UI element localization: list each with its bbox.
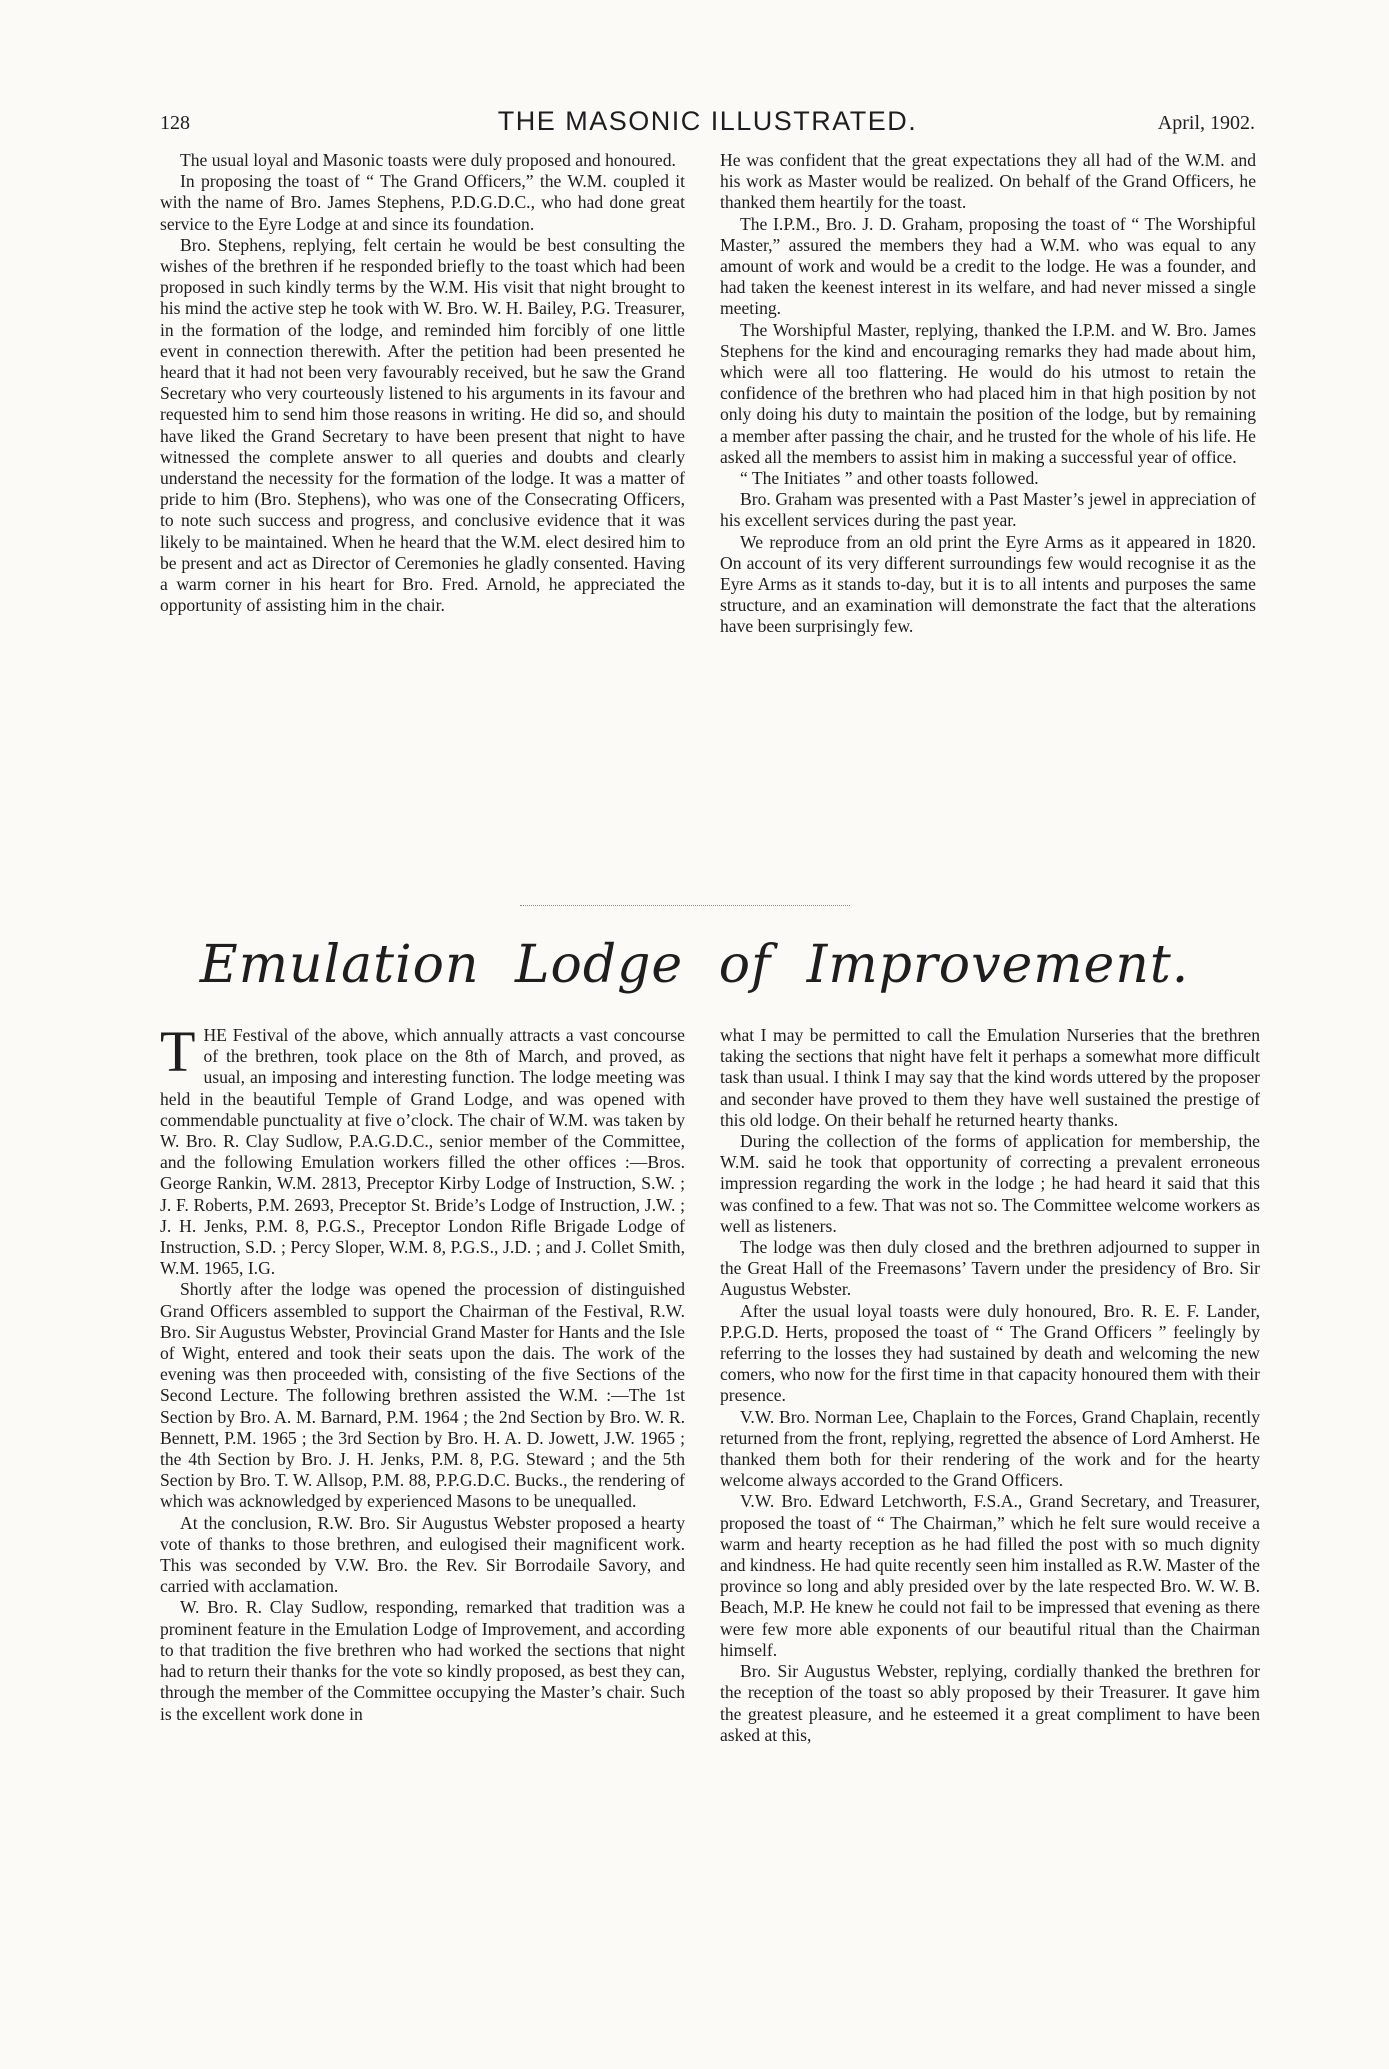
paragraph: After the usual loyal toasts were duly honoured, Bro. R. E. F. Lander, P.P.G.D. Herts, proposed the toast of “ The Grand Officers ” feelingly by referring to the losses they had sustained by death and welcoming the new comers, who now for the first time in that capacity honoured them with their presence. bbox=[720, 1300, 1260, 1406]
article-title: Emulation Lodge of Improvement. bbox=[199, 935, 1190, 995]
section-divider bbox=[520, 905, 850, 906]
article-left-column bbox=[160, 1019, 685, 1725]
page-number: 128 bbox=[160, 112, 190, 134]
paragraph: V.W. Bro. Norman Lee, Chaplain to the Forces, Grand Chaplain, recently returned from the front, replying, regretted the absence of Lord Amherst. He thanked them both for their rendering of the work and for the hearty welcome always accorded to the Grand Officers. bbox=[720, 1406, 1260, 1491]
paragraph: what I may be permitted to call the Emulation Nurseries that the brethren taking the sections that night have felt it perhaps a somewhat more difficult task than usual. I think I may say that the kind words uttered by the proposer and seconder have proved to them they have well sustained the prestige of this old lodge. On their behalf he returned hearty thanks. bbox=[720, 1025, 1260, 1130]
paragraph: The I.P.M., Bro. J. D. Graham, proposing the toast of “ The Worshipful Master,” assured the members they had a W.M. who was equal to any amount of work and would be a credit to the lodge. He was a founder, and had taken the keenest interest in its welfare, and had never missed a single meeting. bbox=[720, 213, 1256, 319]
top-left-column bbox=[160, 150, 685, 616]
paragraph: Bro. Stephens, replying, felt certain he would be best consulting the wishes of the brethren if he responded briefly to the toast which had been proposed in such kindly terms by the W.M. His visit that night brought to his mind the active step he took with W. Bro. W. H. Bailey, P.G. Treasurer, in the formation of the lodge, and reminded him forcibly of one little event in connection therewith. After the petition had been presented he heard that it had not been very favourably received, but he saw the Grand Secretary who very courteously listened to his arguments in its favour and requested him to send him those reasons in writing. He did so, and should have liked the Grand Secretary to have been present that night to have witnessed the complete answer to all queries and doubts and clearly understand the necessity for the formation of the lodge. It was a matter of pride to him (Bro. Stephens), who was one of the Consecrating Officers, to note such success and progress, and conclusive evidence that it was likely to be maintained. When he heard that the W.M. elect desired him to be present and act as Director of Ceremonies he gladly consented. Having a warm corner in his heart for Bro. Fred. Arnold, he appreciated the opportunity of assisting him in the chair. bbox=[160, 234, 685, 616]
paragraph: During the collection of the forms of application for membership, the W.M. said he took that opportunity of correcting a prevalent erroneous impression regarding the work in the lodge ; he had heard it said that this was confined to a few. That was not so. The Committee welcome workers as well as listeners. bbox=[720, 1131, 1260, 1236]
lead-paragraph bbox=[160, 1019, 685, 1279]
paragraph: Shortly after the lodge was opened the procession of distinguished Grand Officers assembled to support the Chairman of the Festival, R.W. Bro. Sir Augustus Webster, Provincial Grand Master for Hants and the Isle of Wight, entered and took their seats upon the dais. The work of the evening was then proceeded with, consisting of the five Sections of the Second Lecture. The following brethren assisted the W.M. :—The 1st Section by Bro. A. M. Barnard, P.M. 1964 ; the 2nd Section by Bro. W. R. Bennett, P.M. 1965 ; the 3rd Section by Bro. H. A. D. Jowett, J.W. 1965 ; the 4th Section by Bro. J. H. Jenks, P.M. 8, P.G. Steward ; and the 5th Section by Bro. T. W. Allsop, P.M. 88, P.P.G.D.C. Bucks., the rendering of which was acknowledged by experienced Masons to be unequalled. bbox=[160, 1279, 685, 1512]
paragraph: We reproduce from an old print the Eyre Arms as it appeared in 1820. On account of its very different surroundings few would recognise it as the Eyre Arms as it stands to-day, but it is to all intents and purposes the same structure, and an examination will demonstrate the fact that the alterations have been surprisingly few. bbox=[720, 531, 1256, 637]
drop-cap: T bbox=[160, 1019, 196, 1084]
issue-date: April, 1902. bbox=[1157, 112, 1255, 134]
paragraph: At the conclusion, R.W. Bro. Sir Augustus Webster proposed a hearty vote of thanks to those brethren, and eulogised their magnificent work. This was seconded by V.W. Bro. the Rev. Sir Borrodaile Savory, and carried with acclamation. bbox=[160, 1512, 685, 1597]
page-header bbox=[160, 106, 1255, 142]
paragraph: Bro. Sir Augustus Webster, replying, cordially thanked the brethren for the reception of the toast so ably proposed by their Treasurer. It gave him the greatest pleasure, and he esteemed it a great compliment to have been asked at this, bbox=[720, 1661, 1260, 1745]
article-right-column bbox=[720, 1025, 1260, 1746]
paragraph: In proposing the toast of “ The Grand Officers,” the W.M. coupled it with the name of Bro. James Stephens, P.D.G.D.C., who had done great service to the Eyre Lodge at and since its foundation. bbox=[160, 171, 685, 234]
paragraph: The usual loyal and Masonic toasts were duly proposed and honoured. bbox=[180, 150, 676, 170]
lead-text: HE Festival of the above, which annually attracts a vast concourse of the brethren, took place on the 8th of March, and proved, as usual, an imposing and interesting function. The lodge meeting was held in the beautiful Temple of Grand Lodge, and was opened with commendable punctuality at five o’clock. The chair of W.M. was taken by W. Bro. R. Clay Sudlow, P.A.G.D.C., senior member of the Committee, and the following Emulation workers filled the other offices :—Bros. George Rankin, W.M. 2813, Preceptor Kirby Lodge of Instruction, S.W. ; J. F. Roberts, P.M. 2693, Preceptor St. Bride’s Lodge of Instruction, J.W. ; J. H. Jenks, P.M. 8, P.G.S., Preceptor London Rifle Brigade Lodge of Instruction, S.D. ; Percy Sloper, W.M. 8, P.G.S., J.D. ; and J. Collet Smith, W.M. 1965, I.G. bbox=[160, 1025, 685, 1279]
paragraph: The Worshipful Master, replying, thanked the I.P.M. and W. Bro. James Stephens for the kind and encouraging remarks they had made about him, which were all too flattering. He would do his utmost to retain the confidence of the brethren who had placed him in that high position by not only doing his duty to maintain the position of the lodge, but by remaining a member after passing the chair, and he trusted for the whole of his life. He asked all the members to assist him in making a successful year of office. bbox=[720, 319, 1256, 467]
paragraph: V.W. Bro. Edward Letchworth, F.S.A., Grand Secretary, and Treasurer, proposed the toast of “ The Chairman,” which he felt sure would receive a warm and hearty reception as he had filled the post with so much dignity and kindness. He had quite recently seen him installed as R.W. Master of the province so long and ably presided over by the late respected Bro. W. W. B. Beach, M.P. He knew he could not fail to be impressed that evening as there were few more able exponents of our beautiful ritual than the Chairman himself. bbox=[720, 1491, 1260, 1660]
paragraph: “ The Initiates ” and other toasts followed. bbox=[740, 468, 1039, 489]
paragraph: The lodge was then duly closed and the brethren adjourned to supper in the Great Hall of the Freemasons’ Tavern under the presidency of Bro. Sir Augustus Webster. bbox=[720, 1237, 1260, 1300]
top-right-column bbox=[720, 150, 1256, 638]
masthead: THE MASONIC ILLUSTRATED. bbox=[497, 106, 918, 136]
paragraph: He was confident that the great expectations they all had of the W.M. and his work as Master would be realized. On behalf of the Grand Officers, he thanked them heartily for the toast. bbox=[720, 150, 1256, 213]
paragraph: W. Bro. R. Clay Sudlow, responding, remarked that tradition was a prominent feature in the Emulation Lodge of Improvement, and according to that tradition the five brethren who had worked the sections that night had to return their thanks for the vote so kindly proposed, as best they can, through the member of the Committee occupying the Master’s chair. Such is the excellent work done in bbox=[160, 1597, 685, 1724]
paragraph: Bro. Graham was presented with a Past Master’s jewel in appreciation of his excellent services during the past year. bbox=[720, 489, 1256, 531]
